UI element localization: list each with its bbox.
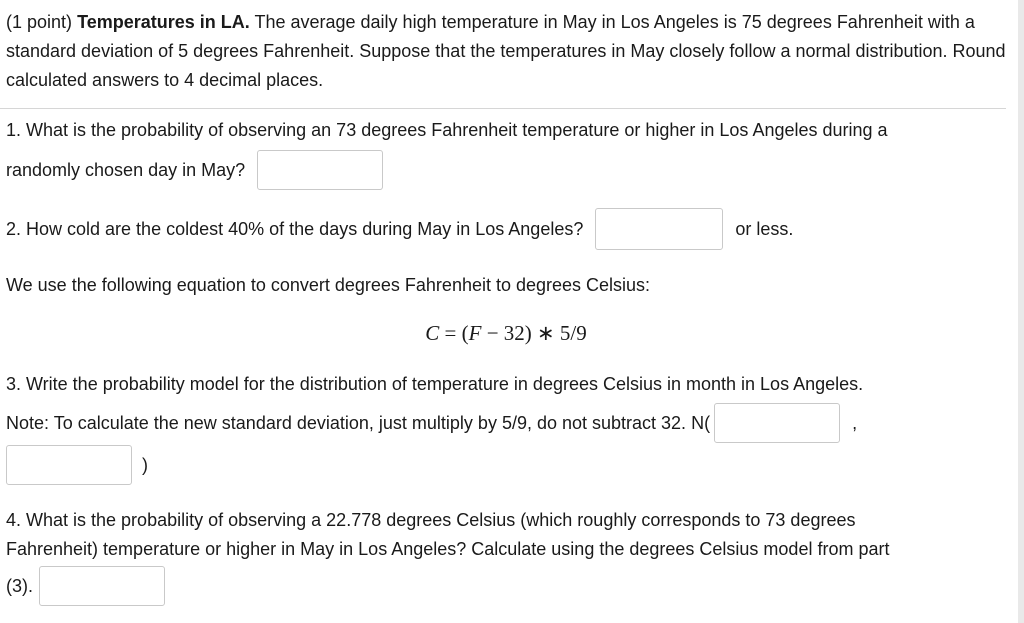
q4-line3: (3). [6,575,33,596]
problem-text: The average daily high temperature in May in Los Angeles is 75 degrees Fahrenheit with a standard deviation of 5 degrees Fahrenheit. Suppose that the temperatures in May closely follow a normal distribution. Round calculated answers to 4 decimal places. [6,12,1006,90]
q4-answer-input[interactable] [39,566,165,606]
q3-mean-input[interactable] [714,403,840,443]
q2-answer-input[interactable] [595,208,723,250]
q4-line2: Fahrenheit) temperature or higher in May in Los Angeles? Calculate using the degrees Celsius model from part [6,539,890,559]
question-3 [6,371,1006,485]
q1-line1: 1. What is the probability of observing an 73 degrees Fahrenheit temperature or higher in Los Angeles during a [6,120,888,140]
problem-title: Temperatures in LA. [77,12,250,32]
q4-line1: 4. What is the probability of observing a 22.778 degrees Celsius (which roughly corresponds to 73 degrees [6,510,856,530]
points-label: (1 point) [6,12,73,32]
question-2 [6,208,1006,250]
eq-c: C [425,321,440,345]
question-4 [6,506,1006,606]
question-1 [6,116,1006,190]
q1-answer-input[interactable] [257,150,383,190]
eq-f: F [468,321,482,345]
conversion-equation [6,321,1006,346]
q2-suffix: or less. [735,218,794,239]
divider [0,108,1006,109]
eq-mid: = ( [439,321,469,345]
q3-line2: Note: To calculate the new standard deviation, just multiply by 5/9, do not subtract 32. N( [6,412,711,433]
q3-sd-input[interactable] [6,445,132,485]
conversion-text: We use the following equation to convert degrees Fahrenheit to degrees Celsius: [6,275,651,295]
problem-intro [6,8,1006,95]
scroll-edge [1018,0,1024,623]
problem-container [6,8,1006,596]
q2-text: 2. How cold are the coldest 40% of the days during May in Los Angeles? [6,218,584,239]
eq-rest: − 32) ∗ 5/9 [481,321,587,345]
q3-close-paren: ) [142,454,148,475]
q1-line2: randomly chosen day in May? [6,159,246,180]
q3-line1: 3. Write the probability model for the distribution of temperature in degrees Celsius in month in Los Angeles. [6,374,864,394]
q3-comma: , [852,412,858,433]
